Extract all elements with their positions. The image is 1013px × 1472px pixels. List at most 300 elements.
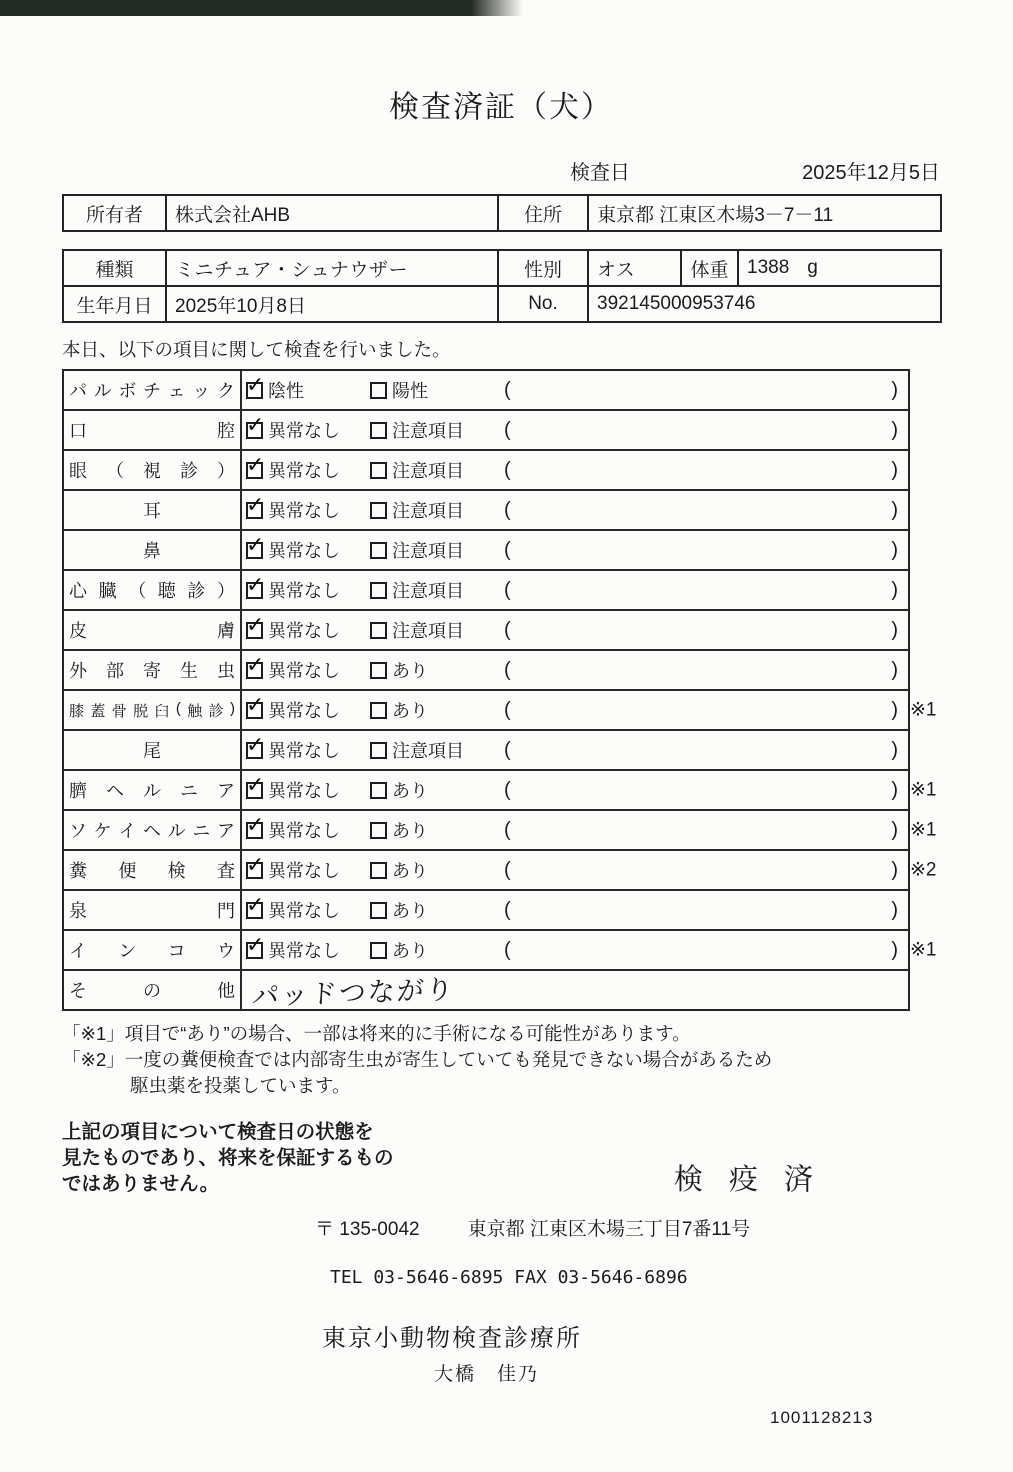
option-label: あり bbox=[392, 941, 428, 961]
option-label: 異常なし bbox=[268, 581, 340, 601]
label-char: 部 bbox=[106, 661, 124, 681]
result-parentheses bbox=[504, 539, 908, 562]
checkbox-checked bbox=[246, 702, 263, 719]
result-parentheses bbox=[504, 779, 908, 802]
checkbox-checked bbox=[246, 462, 263, 479]
note-marker: ※1 bbox=[910, 939, 937, 961]
paren-open: ( bbox=[504, 378, 511, 401]
label-chars bbox=[69, 897, 235, 923]
checkbox-unchecked bbox=[370, 582, 387, 599]
option-o2 bbox=[370, 537, 504, 563]
label-char: ウ bbox=[216, 941, 235, 961]
option-o2 bbox=[370, 377, 504, 403]
option-label: あり bbox=[392, 661, 428, 681]
label-char: 虫 bbox=[217, 661, 235, 681]
option-o2 bbox=[370, 817, 504, 843]
weight-label: 体重 bbox=[681, 250, 738, 286]
label-chars bbox=[69, 857, 235, 883]
result-parentheses bbox=[504, 939, 908, 962]
option-label: あり bbox=[392, 781, 428, 801]
label-char: 外 bbox=[69, 661, 87, 681]
paren-close: ) bbox=[891, 698, 898, 721]
result-parentheses bbox=[504, 379, 908, 402]
checklist-row-body bbox=[242, 811, 908, 849]
paren-close: ) bbox=[891, 498, 898, 521]
label-char: 蓋 bbox=[90, 702, 106, 720]
sex-value: オス bbox=[588, 250, 681, 286]
checklist-row-body bbox=[242, 891, 908, 929]
label-char: 他 bbox=[217, 981, 235, 1001]
label-char: 皮 bbox=[69, 621, 87, 641]
option-o2 bbox=[370, 857, 504, 883]
result-parentheses bbox=[504, 819, 908, 842]
option-label: あり bbox=[392, 901, 428, 921]
serial-number: 1001128213 bbox=[770, 1407, 874, 1427]
label-char: イ bbox=[69, 941, 87, 961]
option-label: 異常なし bbox=[268, 941, 340, 961]
option-label: 異常なし bbox=[268, 621, 340, 641]
paren-open: ( bbox=[504, 898, 511, 921]
option-o2 bbox=[370, 737, 504, 763]
option-o2 bbox=[370, 697, 504, 723]
checklist-row-body bbox=[242, 651, 908, 689]
label-char: ン bbox=[118, 941, 137, 961]
label-chars bbox=[69, 617, 235, 643]
sex-label: 性別 bbox=[498, 250, 588, 286]
option-label: 異常なし bbox=[268, 901, 340, 921]
label-char: 検 bbox=[167, 861, 186, 881]
label-chars bbox=[69, 817, 235, 843]
label-char: 門 bbox=[217, 901, 235, 921]
checkbox-checked bbox=[246, 782, 263, 799]
checklist-item-label bbox=[64, 971, 242, 1009]
paren-close: ) bbox=[891, 418, 898, 441]
option-o2 bbox=[370, 497, 504, 523]
option-o1 bbox=[246, 897, 370, 923]
checklist-row-body bbox=[242, 851, 908, 889]
checkbox-checked bbox=[246, 742, 263, 759]
result-parentheses bbox=[504, 699, 908, 722]
address-value: 東京都 江東区木場3－7－11 bbox=[588, 195, 941, 231]
checklist-item-label bbox=[64, 611, 242, 649]
option-o1 bbox=[246, 657, 370, 683]
birthdate-label: 生年月日 bbox=[63, 286, 166, 322]
label-char: 鼻 bbox=[143, 541, 161, 561]
label-char: ヘ bbox=[106, 781, 124, 801]
option-label: 異常なし bbox=[268, 461, 340, 481]
inspection-date-row bbox=[62, 156, 940, 184]
label-char: 診 bbox=[187, 581, 206, 601]
note-marker: ※1 bbox=[910, 779, 937, 801]
option-o2 bbox=[370, 897, 504, 923]
dog-info-table bbox=[62, 249, 942, 323]
checklist-row bbox=[64, 571, 908, 611]
label-char: 口 bbox=[69, 421, 87, 441]
checkbox-unchecked bbox=[370, 902, 387, 919]
label-char: 腔 bbox=[217, 421, 235, 441]
paren-open: ( bbox=[504, 618, 511, 641]
paren-open: ( bbox=[504, 778, 511, 801]
clinic-address-row bbox=[62, 1214, 940, 1241]
option-label: あり bbox=[392, 821, 428, 841]
option-o2 bbox=[370, 937, 504, 963]
label-char: 糞 bbox=[69, 861, 87, 881]
label-char: チ bbox=[142, 381, 161, 401]
address-label: 住所 bbox=[498, 195, 588, 231]
owner-table bbox=[62, 194, 942, 232]
option-label: 陰性 bbox=[268, 381, 304, 401]
label-char: 膝 bbox=[69, 702, 85, 720]
checklist-row-body bbox=[242, 931, 908, 969]
checklist-item-label bbox=[64, 891, 242, 929]
option-o1 bbox=[246, 497, 370, 523]
option-label: 注意項目 bbox=[392, 621, 464, 641]
checklist-item-label bbox=[64, 851, 242, 889]
label-char: ニ bbox=[180, 781, 198, 801]
label-char: 脱 bbox=[133, 702, 149, 720]
paren-open: ( bbox=[504, 698, 511, 721]
paren-close: ) bbox=[891, 858, 898, 881]
checkbox-checked bbox=[246, 382, 263, 399]
option-o1 bbox=[246, 817, 370, 843]
checkbox-checked bbox=[246, 662, 263, 679]
checklist-row-body bbox=[242, 731, 908, 769]
paren-close: ) bbox=[891, 378, 898, 401]
checkbox-unchecked bbox=[370, 462, 387, 479]
disclaimer-text bbox=[62, 1119, 394, 1198]
checklist-row-body bbox=[242, 611, 908, 649]
checkbox-checked bbox=[246, 902, 263, 919]
option-label: あり bbox=[392, 861, 428, 881]
option-o1 bbox=[246, 697, 370, 723]
label-char: 生 bbox=[180, 661, 198, 681]
checklist-row bbox=[64, 611, 908, 651]
label-char: ヘ bbox=[142, 821, 161, 841]
owner-label: 所有者 bbox=[63, 195, 166, 231]
footer-row bbox=[62, 1119, 940, 1198]
checklist-row bbox=[64, 691, 937, 731]
checkbox-unchecked bbox=[370, 622, 387, 639]
checkbox-checked bbox=[246, 622, 263, 639]
label-chars bbox=[69, 537, 235, 563]
label-char: の bbox=[143, 981, 161, 1001]
label-char: ッ bbox=[192, 381, 211, 401]
option-label: あり bbox=[392, 701, 428, 721]
label-chars bbox=[69, 657, 235, 683]
label-chars bbox=[69, 700, 235, 721]
checklist-row-body bbox=[242, 491, 908, 529]
label-char: （ bbox=[106, 461, 124, 481]
result-parentheses bbox=[504, 899, 908, 922]
option-label: 注意項目 bbox=[392, 581, 464, 601]
option-o1 bbox=[246, 937, 370, 963]
paren-close: ) bbox=[891, 658, 898, 681]
paren-close: ) bbox=[891, 778, 898, 801]
weight-value-cell bbox=[738, 250, 941, 286]
option-o1 bbox=[246, 537, 370, 563]
checklist-row-body bbox=[242, 971, 908, 1012]
label-chars bbox=[69, 497, 235, 523]
checkbox-unchecked bbox=[370, 862, 387, 879]
result-parentheses bbox=[504, 619, 908, 642]
checklist-row bbox=[64, 451, 908, 491]
paren-open: ( bbox=[504, 818, 511, 841]
label-char: ア bbox=[216, 821, 235, 841]
option-label: 注意項目 bbox=[392, 421, 464, 441]
label-char: 診 bbox=[180, 461, 198, 481]
option-label: 注意項目 bbox=[392, 461, 464, 481]
option-o2 bbox=[370, 457, 504, 483]
owner-value: 株式会社AHB bbox=[166, 195, 498, 231]
notes-section bbox=[62, 1021, 940, 1099]
label-char: ケ bbox=[93, 821, 112, 841]
document-content bbox=[0, 82, 1013, 1428]
option-label: 異常なし bbox=[268, 821, 340, 841]
option-label: 異常なし bbox=[268, 701, 340, 721]
weight-unit: g bbox=[807, 257, 818, 278]
label-char: ） bbox=[216, 581, 235, 601]
label-char: 査 bbox=[216, 861, 235, 881]
option-o2 bbox=[370, 657, 504, 683]
inspector-name: 大橋 佳乃 bbox=[434, 1363, 540, 1385]
paren-open: ( bbox=[504, 418, 511, 441]
label-chars bbox=[69, 577, 235, 603]
label-char: 泉 bbox=[69, 901, 87, 921]
option-o1 bbox=[246, 457, 370, 483]
checkbox-checked bbox=[246, 862, 263, 879]
checkbox-unchecked bbox=[370, 422, 387, 439]
paren-open: ( bbox=[504, 578, 511, 601]
checklist-row bbox=[64, 371, 908, 411]
checklist-item-label bbox=[64, 491, 242, 529]
label-char: ル bbox=[167, 821, 186, 841]
label-chars bbox=[69, 977, 235, 1003]
label-char: ル bbox=[93, 381, 112, 401]
checklist-item-label bbox=[64, 651, 242, 689]
label-char: ェ bbox=[167, 381, 186, 401]
label-char: ） bbox=[217, 461, 235, 481]
clinic-name: 東京小動物検査診療所 bbox=[322, 1324, 582, 1352]
paren-open: ( bbox=[504, 858, 511, 881]
option-o1 bbox=[246, 737, 370, 763]
checkbox-unchecked bbox=[370, 662, 387, 679]
label-char: ニ bbox=[192, 821, 211, 841]
label-char: 臍 bbox=[69, 781, 87, 801]
disclaimer-line3: ではありません。 bbox=[62, 1173, 220, 1196]
option-o2 bbox=[370, 417, 504, 443]
checkbox-checked bbox=[246, 942, 263, 959]
breed-value: ミニチュア・シュナウザー bbox=[166, 250, 498, 286]
checklist-row-body bbox=[242, 531, 908, 569]
paren-close: ) bbox=[891, 538, 898, 561]
option-o2 bbox=[370, 577, 504, 603]
label-char: 心 bbox=[69, 581, 87, 601]
checkbox-checked bbox=[246, 422, 263, 439]
result-parentheses bbox=[504, 459, 908, 482]
checkbox-checked bbox=[246, 542, 263, 559]
label-chars bbox=[69, 937, 235, 963]
paren-close: ) bbox=[891, 458, 898, 481]
paren-close: ) bbox=[891, 898, 898, 921]
result-parentheses bbox=[504, 659, 908, 682]
result-parentheses bbox=[504, 859, 908, 882]
tel-fax-line: TEL 03-5646-6895 FAX 03-5646-6896 bbox=[330, 1266, 688, 1288]
checklist-item-label bbox=[64, 771, 242, 809]
checklist-row bbox=[64, 531, 908, 571]
note-marker: ※1 bbox=[910, 819, 937, 841]
paren-open: ( bbox=[504, 538, 511, 561]
label-char: （ bbox=[128, 581, 147, 601]
label-char: ク bbox=[216, 381, 235, 401]
no-value: 392145000953746 bbox=[588, 286, 941, 322]
checklist-item-label bbox=[64, 531, 242, 569]
handwritten-note: パッドつながり bbox=[251, 973, 456, 1012]
result-parentheses bbox=[504, 739, 908, 762]
checklist-item-label bbox=[64, 451, 242, 489]
clinic-address: 東京都 江東区木場三丁目7番11号 bbox=[467, 1218, 751, 1240]
paren-close: ) bbox=[891, 578, 898, 601]
checklist-row bbox=[64, 411, 908, 451]
checklist-item-label bbox=[64, 691, 242, 729]
quarantine-stamp: 検 疫 済 bbox=[673, 1163, 822, 1196]
disclaimer-line1: 上記の項目について検査日の状態を bbox=[62, 1120, 374, 1143]
note-marker: ※2 bbox=[910, 859, 937, 881]
label-chars bbox=[69, 377, 235, 403]
result-parentheses bbox=[504, 499, 908, 522]
birthdate-value: 2025年10月8日 bbox=[166, 286, 498, 322]
label-char: 耳 bbox=[143, 501, 161, 521]
checklist-row-body bbox=[242, 771, 908, 809]
checklist-item-label bbox=[64, 931, 242, 969]
paren-close: ) bbox=[891, 738, 898, 761]
disclaimer-line2: 見たものであり、将来を保証するもの bbox=[62, 1146, 394, 1169]
checklist-row bbox=[64, 651, 908, 691]
label-char: ( bbox=[175, 699, 181, 717]
paren-open: ( bbox=[504, 658, 511, 681]
option-label: 陽性 bbox=[392, 381, 428, 401]
option-o2 bbox=[370, 777, 504, 803]
checkbox-unchecked bbox=[370, 702, 387, 719]
label-chars bbox=[69, 457, 235, 483]
checklist-row-body bbox=[242, 411, 908, 449]
option-o1 bbox=[246, 617, 370, 643]
checklist-row bbox=[64, 491, 908, 531]
owner-row bbox=[63, 195, 941, 231]
label-char: ) bbox=[229, 699, 235, 717]
option-label: 注意項目 bbox=[392, 541, 464, 561]
checklist-row-body bbox=[242, 371, 908, 409]
label-char: 臼 bbox=[154, 702, 170, 720]
inspection-date-label: 検査日 bbox=[570, 162, 630, 184]
label-char: ソ bbox=[69, 821, 87, 841]
checkbox-checked bbox=[246, 502, 263, 519]
option-o2 bbox=[370, 617, 504, 643]
checkbox-unchecked bbox=[370, 382, 387, 399]
no-label: No. bbox=[498, 286, 588, 322]
paren-open: ( bbox=[504, 738, 511, 761]
checkbox-unchecked bbox=[370, 822, 387, 839]
breed-label: 種類 bbox=[63, 250, 166, 286]
label-char: 臓 bbox=[98, 581, 117, 601]
label-chars bbox=[69, 737, 235, 763]
label-char: 膚 bbox=[217, 621, 235, 641]
checklist-row bbox=[64, 971, 908, 1012]
checklist-row bbox=[64, 811, 937, 851]
checklist-row bbox=[64, 771, 937, 811]
paren-close: ) bbox=[891, 618, 898, 641]
checklist-item-label bbox=[64, 731, 242, 769]
label-char: 尾 bbox=[143, 741, 161, 761]
checklist-row-body bbox=[242, 571, 908, 609]
label-char: 眼 bbox=[69, 461, 87, 481]
postal-code: 〒 135-0042 bbox=[315, 1218, 420, 1240]
paren-open: ( bbox=[504, 458, 511, 481]
note-2-line2: 駆虫薬を投薬しています。 bbox=[130, 1074, 351, 1096]
breed-row bbox=[63, 250, 941, 286]
option-label: 異常なし bbox=[268, 861, 340, 881]
checklist-item-label bbox=[64, 411, 242, 449]
inspection-date-value: 2025年12月5日 bbox=[802, 162, 940, 184]
checkbox-checked bbox=[246, 822, 263, 839]
label-char: ア bbox=[217, 781, 235, 801]
checklist-row bbox=[64, 891, 908, 931]
option-o1 bbox=[246, 777, 370, 803]
checklist-row bbox=[64, 851, 937, 891]
checklist-item-label bbox=[64, 371, 242, 409]
option-label: 異常なし bbox=[268, 421, 340, 441]
checkbox-unchecked bbox=[370, 502, 387, 519]
checkbox-unchecked bbox=[370, 542, 387, 559]
option-label: 注意項目 bbox=[392, 741, 464, 761]
result-parentheses bbox=[504, 579, 908, 602]
label-char: 寄 bbox=[143, 661, 161, 681]
label-char: コ bbox=[167, 941, 186, 961]
option-o1 bbox=[246, 857, 370, 883]
paren-close: ) bbox=[891, 818, 898, 841]
checkbox-unchecked bbox=[370, 942, 387, 959]
option-label: 異常なし bbox=[268, 541, 340, 561]
label-char: 聴 bbox=[157, 581, 176, 601]
label-char: 診 bbox=[208, 702, 224, 720]
checklist-item-label bbox=[64, 811, 242, 849]
label-char: 触 bbox=[187, 702, 203, 720]
weight-value: 1388 bbox=[747, 257, 790, 278]
note-1: 「※1」項目で“あり”の場合、一部は将来的に手術になる可能性があります。 bbox=[62, 1023, 691, 1044]
checklist-row-body bbox=[242, 451, 908, 489]
paren-open: ( bbox=[504, 938, 511, 961]
label-char: そ bbox=[69, 981, 87, 1001]
checklist-item-label bbox=[64, 571, 242, 609]
note-marker: ※1 bbox=[910, 699, 937, 721]
label-char: ボ bbox=[118, 381, 137, 401]
option-o1 bbox=[246, 577, 370, 603]
checkbox-checked bbox=[246, 582, 263, 599]
option-o1 bbox=[246, 377, 370, 403]
checkbox-unchecked bbox=[370, 742, 387, 759]
label-chars bbox=[69, 417, 235, 443]
label-char: 骨 bbox=[111, 702, 127, 720]
option-label: 注意項目 bbox=[392, 501, 464, 521]
checklist-row-body bbox=[242, 691, 908, 729]
checklist-row bbox=[64, 931, 937, 971]
option-label: 異常なし bbox=[268, 741, 340, 761]
checklist-row bbox=[64, 731, 908, 771]
option-label: 異常なし bbox=[268, 781, 340, 801]
option-label: 異常なし bbox=[268, 661, 340, 681]
label-char: 視 bbox=[143, 461, 161, 481]
birth-row bbox=[63, 286, 941, 322]
page-title: 検査済証（犬） bbox=[389, 91, 613, 124]
